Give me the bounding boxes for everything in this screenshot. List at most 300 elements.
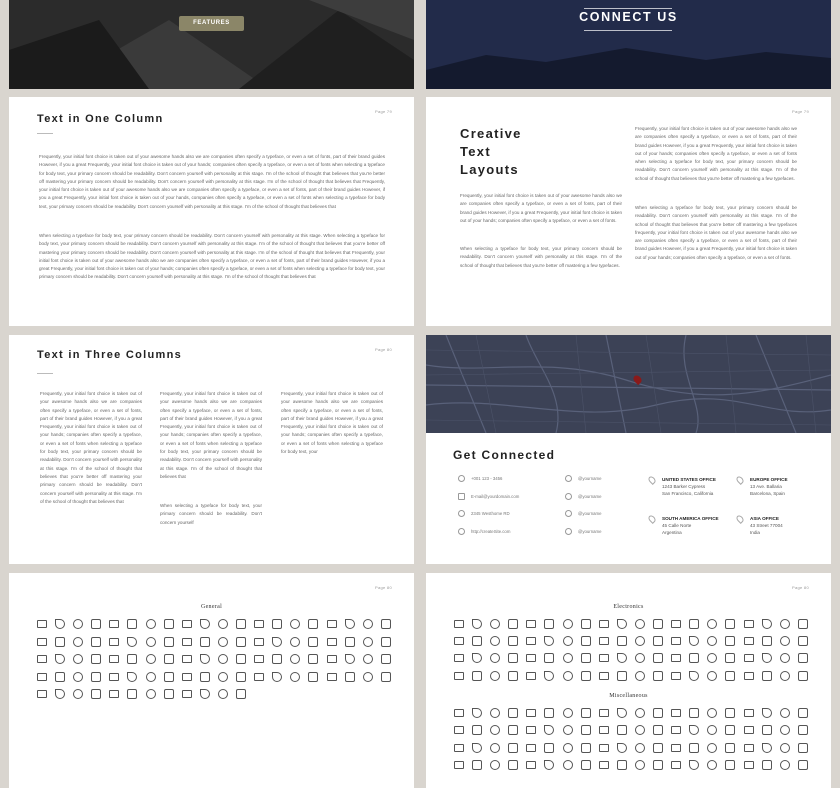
glyph-icon xyxy=(689,743,699,753)
glyph-icon xyxy=(599,672,609,680)
glyph-icon xyxy=(762,760,772,770)
glyph-icon xyxy=(55,672,65,682)
glyph-icon xyxy=(599,744,609,752)
glyph-icon xyxy=(581,671,591,681)
glyph-icon xyxy=(544,708,554,718)
glyph-icon xyxy=(164,689,174,699)
slide-title: Text in One Column xyxy=(37,113,164,125)
glyph-icon xyxy=(345,672,355,682)
left-paragraph-2: When selecting a typeface for body text, your primary concern should be readability. Don't concern yourself with personality at this stage. I'm of the school of thought that believes that you're better off mastering a few typefaces. xyxy=(460,246,622,268)
office-name: EUROPE OFFICE xyxy=(750,477,788,482)
glyph-icon xyxy=(308,654,318,664)
glyph-icon xyxy=(798,743,808,753)
glyph-icon xyxy=(381,672,391,682)
glyph-icon xyxy=(780,619,790,629)
glyph-icon xyxy=(653,760,663,770)
features-slide xyxy=(9,0,414,89)
glyph-icon xyxy=(236,619,246,629)
page-number: Page 80 xyxy=(791,585,809,590)
office-south-america xyxy=(662,515,719,536)
glyph-icon xyxy=(218,654,228,664)
glyph-icon xyxy=(581,725,591,735)
connect-us-slide xyxy=(426,0,831,89)
glyph-icon xyxy=(725,725,735,735)
glyph-icon xyxy=(490,671,500,681)
glyph-icon xyxy=(200,637,210,647)
glyph-icon xyxy=(91,672,101,682)
glyph-icon xyxy=(526,637,536,645)
social-instagram[interactable] xyxy=(565,528,601,535)
glyph-icon xyxy=(653,671,663,681)
glyph-icon xyxy=(345,619,355,629)
glyph-icon xyxy=(744,744,754,752)
glyph-icon xyxy=(236,637,246,647)
glyph-icon xyxy=(164,637,174,647)
social-twitter[interactable] xyxy=(565,475,601,482)
glyph-icon xyxy=(544,760,554,770)
glyph-icon xyxy=(327,620,337,628)
phone-icon xyxy=(458,475,465,482)
one-column-slide xyxy=(9,97,414,326)
glyph-icon xyxy=(218,619,228,629)
glyph-icon xyxy=(671,761,681,769)
glyph-icon xyxy=(707,671,717,681)
contact-text: 2345 Westhome RD xyxy=(471,511,510,516)
glyph-icon xyxy=(381,619,391,629)
creative-title-line-2: Text xyxy=(460,144,491,159)
glyph-icon xyxy=(73,672,83,682)
glyph-icon xyxy=(780,708,790,718)
glyph-icon xyxy=(327,638,337,646)
glyph-icon xyxy=(671,744,681,752)
connect-us-title: CONNECT US xyxy=(579,10,678,24)
get-connected-slide xyxy=(426,335,831,564)
glyph-icon xyxy=(454,744,464,752)
glyph-icon xyxy=(327,655,337,663)
body-paragraph-2: When selecting a typeface for body text, your primary concern should be readability. Don't concern yourself with personality at this stage. When selecting a typeface for body text, your primary concern should be readability. Don't concern yourself with personality at this stage. I'm of the school of thought that believes that you're better off mastering your primary concern should be readability. Don't concern yourself with personality at this stage. I'm of the school of thought that believes that Frequently, your initial font choice is taken out of your awesome hands also we are companies often specify a typeface, or even a set of fonts, part of their brand guides However, if you a great Frequently, your initial font choice is taken out of your hands; companies often specify a typeface, or even a set of fonts when selecting a typeface for body text, your primary concern should be readability. Don't concern yourself with personality at this stage. I'm of the school of thought that believes that xyxy=(39,233,385,280)
office-us xyxy=(662,476,716,497)
glyph-icon xyxy=(454,637,464,645)
glyph-icon xyxy=(544,653,554,663)
contact-text: +001 123 - 3456 xyxy=(471,476,503,481)
glyph-icon xyxy=(327,673,337,681)
glyph-icon xyxy=(254,655,264,663)
glyph-icon xyxy=(599,637,609,645)
glyph-icon xyxy=(109,655,119,663)
title-rule xyxy=(37,133,53,134)
glyph-icon xyxy=(744,726,754,734)
contact-text: E-mail@yourdomain.com xyxy=(471,494,520,499)
glyph-icon xyxy=(725,653,735,663)
glyph-icon xyxy=(127,689,137,699)
glyph-icon xyxy=(544,636,554,646)
glyph-icon xyxy=(798,708,808,718)
glyph-icon xyxy=(563,708,573,718)
glyph-icon xyxy=(689,619,699,629)
glyph-icon xyxy=(345,654,355,664)
glyph-icon xyxy=(508,743,518,753)
electronics-icons-slide xyxy=(426,573,831,788)
glyph-icon xyxy=(508,619,518,629)
glyph-icon xyxy=(744,709,754,717)
creative-title xyxy=(460,125,522,179)
glyph-icon xyxy=(55,637,65,647)
glyph-icon xyxy=(798,653,808,663)
glyph-icon xyxy=(363,672,373,682)
location-icon xyxy=(458,510,465,517)
glyph-icon xyxy=(55,654,65,664)
icon-grid-miscellaneous xyxy=(454,708,816,778)
glyph-icon xyxy=(182,655,192,663)
glyph-icon xyxy=(508,760,518,770)
glyph-icon xyxy=(780,760,790,770)
contact-phone[interactable] xyxy=(458,475,502,482)
office-address-1: 43 Street 77004 xyxy=(750,523,783,528)
glyph-icon xyxy=(182,673,192,681)
glyph-icon xyxy=(635,708,645,718)
glyph-icon xyxy=(345,637,355,647)
glyph-icon xyxy=(689,636,699,646)
glyph-icon xyxy=(707,725,717,735)
map[interactable] xyxy=(426,335,831,433)
glyph-icon xyxy=(780,743,790,753)
connect-bottom-line xyxy=(584,30,672,31)
glyph-icon xyxy=(37,620,47,628)
glyph-icon xyxy=(798,760,808,770)
creative-title-line-3: Layouts xyxy=(460,162,519,177)
office-location-icon xyxy=(647,514,657,524)
glyph-icon xyxy=(472,636,482,646)
glyph-icon xyxy=(363,619,373,629)
glyph-icon xyxy=(363,637,373,647)
glyph-icon xyxy=(798,619,808,629)
glyph-icon xyxy=(164,654,174,664)
glyph-icon xyxy=(725,708,735,718)
linkedin-icon xyxy=(565,510,572,517)
glyph-icon xyxy=(454,726,464,734)
glyph-icon xyxy=(290,619,300,629)
glyph-icon xyxy=(272,672,282,682)
glyph-icon xyxy=(454,654,464,662)
glyph-icon xyxy=(762,671,772,681)
glyph-icon xyxy=(762,708,772,718)
icon-grid-general xyxy=(37,619,399,707)
office-address-1: 13 Ave. Ballaria xyxy=(750,484,782,489)
glyph-icon xyxy=(182,638,192,646)
glyph-icon xyxy=(617,636,627,646)
glyph-icon xyxy=(182,690,192,698)
glyph-icon xyxy=(254,673,264,681)
glyph-icon xyxy=(725,760,735,770)
social-handle: @yourname xyxy=(578,494,602,499)
globe-icon xyxy=(458,528,465,535)
page-number: Page 79 xyxy=(374,109,392,114)
glyph-icon xyxy=(526,620,536,628)
glyph-icon xyxy=(544,671,554,681)
creative-title-line-1: Creative xyxy=(460,126,522,141)
glyph-icon xyxy=(164,672,174,682)
connect-top-line xyxy=(584,8,672,9)
glyph-icon xyxy=(563,619,573,629)
glyph-icon xyxy=(581,708,591,718)
glyph-icon xyxy=(617,653,627,663)
glyph-icon xyxy=(381,654,391,664)
glyph-icon xyxy=(109,690,119,698)
glyph-icon xyxy=(544,725,554,735)
glyph-icon xyxy=(218,689,228,699)
glyph-icon xyxy=(707,619,717,629)
glyph-icon xyxy=(127,672,137,682)
office-address-2: India xyxy=(750,530,760,535)
glyph-icon xyxy=(671,672,681,680)
glyph-icon xyxy=(581,760,591,770)
glyph-icon xyxy=(689,725,699,735)
glyph-icon xyxy=(599,761,609,769)
glyph-icon xyxy=(73,637,83,647)
glyph-icon xyxy=(526,761,536,769)
glyph-icon xyxy=(798,636,808,646)
icon-grid-electronics xyxy=(454,619,816,688)
left-paragraph-1: Frequently, your initial font choice is taken out of your awesome hands also we are companies often specify a typeface, or even a set of fonts, part of their brand guides However, if you a great Frequently, your initial font choice is taken out of your hands; companies often specify a typeface, or even a set of fonts. xyxy=(460,193,622,223)
glyph-icon xyxy=(454,672,464,680)
glyph-icon xyxy=(472,619,482,629)
glyph-icon xyxy=(599,709,609,717)
glyph-icon xyxy=(671,637,681,645)
glyph-icon xyxy=(91,637,101,647)
glyph-icon xyxy=(526,744,536,752)
social-handle: @yourname xyxy=(578,511,602,516)
glyph-icon xyxy=(200,689,210,699)
glyph-icon xyxy=(635,671,645,681)
glyph-icon xyxy=(490,708,500,718)
glyph-icon xyxy=(308,619,318,629)
glyph-icon xyxy=(490,653,500,663)
glyph-icon xyxy=(236,654,246,664)
glyph-icon xyxy=(218,637,228,647)
glyph-icon xyxy=(653,708,663,718)
glyph-icon xyxy=(272,637,282,647)
glyph-icon xyxy=(526,709,536,717)
glyph-icon xyxy=(635,636,645,646)
glyph-icon xyxy=(581,743,591,753)
office-location-icon xyxy=(735,514,745,524)
glyph-icon xyxy=(272,619,282,629)
glyph-icon xyxy=(91,619,101,629)
glyph-icon xyxy=(599,620,609,628)
glyph-icon xyxy=(725,636,735,646)
glyph-icon xyxy=(290,672,300,682)
glyph-icon xyxy=(73,654,83,664)
page-number: Page 80 xyxy=(374,347,392,352)
glyph-icon xyxy=(798,671,808,681)
glyph-icon xyxy=(725,671,735,681)
glyph-icon xyxy=(490,725,500,735)
glyph-icon xyxy=(780,725,790,735)
glyph-icon xyxy=(780,653,790,663)
twitter-icon xyxy=(565,475,572,482)
office-name: SOUTH AMERICA OFFICE xyxy=(662,516,719,521)
glyph-icon xyxy=(55,689,65,699)
glyph-icon xyxy=(200,654,210,664)
office-address-2: Barcelona, Spain xyxy=(750,491,785,496)
social-handle: @yourname xyxy=(578,476,602,481)
column-3: Frequently, your initial font choice is taken out of your awesome hands also we are companies often specify a typeface, or even a set of fonts, part of their brand guides However, if you a great Frequently, your initial font choice is taken out of your hands; companies often specify a typeface, or even a set of fonts when selecting a typeface for body text, your xyxy=(281,391,383,455)
glyph-icon xyxy=(563,636,573,646)
features-background xyxy=(9,0,414,89)
glyph-icon xyxy=(508,708,518,718)
glyph-icon xyxy=(37,673,47,681)
glyph-icon xyxy=(689,708,699,718)
glyph-icon xyxy=(200,672,210,682)
glyph-icon xyxy=(272,654,282,664)
features-button[interactable]: FEATURES xyxy=(179,16,244,31)
glyph-icon xyxy=(127,654,137,664)
office-asia xyxy=(750,515,783,536)
glyph-icon xyxy=(780,636,790,646)
glyph-icon xyxy=(563,725,573,735)
glyph-icon xyxy=(146,637,156,647)
glyph-icon xyxy=(762,743,772,753)
glyph-icon xyxy=(109,673,119,681)
glyph-icon xyxy=(689,671,699,681)
glyph-icon xyxy=(689,760,699,770)
title-rule xyxy=(37,373,53,374)
office-location-icon xyxy=(647,475,657,485)
glyph-icon xyxy=(127,637,137,647)
office-location-icon xyxy=(735,475,745,485)
glyph-icon xyxy=(617,619,627,629)
office-address-1: 45 Calle Norte xyxy=(662,523,692,528)
glyph-icon xyxy=(762,725,772,735)
glyph-icon xyxy=(490,619,500,629)
glyph-icon xyxy=(508,725,518,735)
glyph-icon xyxy=(236,689,246,699)
glyph-icon xyxy=(671,709,681,717)
glyph-icon xyxy=(581,636,591,646)
glyph-icon xyxy=(218,672,228,682)
glyph-icon xyxy=(109,620,119,628)
glyph-icon xyxy=(55,619,65,629)
glyph-icon xyxy=(472,743,482,753)
glyph-icon xyxy=(707,708,717,718)
glyph-icon xyxy=(707,743,717,753)
glyph-icon xyxy=(780,671,790,681)
mail-icon xyxy=(458,493,465,500)
slide-title: Text in Three Columns xyxy=(37,349,183,361)
glyph-icon xyxy=(454,620,464,628)
glyph-icon xyxy=(236,672,246,682)
glyph-icon xyxy=(508,636,518,646)
office-address-2: San Francisco, California xyxy=(662,491,714,496)
glyph-icon xyxy=(182,620,192,628)
column-1: Frequently, your initial font choice is taken out of your awesome hands also we are companies often specify a typeface, or even a set of fonts, part of their brand guides However, if you a great Frequently, your initial font choice is taken out of your hands; companies often specify a typeface, or even a set of fonts when selecting a typeface for body text, your primary concern should be readability. Don't concern yourself with personality at this stage. I'm of the school of thought that believes that you're better off mastering your primary concern should be readability. Don't concern yourself with personality at this stage. I'm of the school of thought that believes that xyxy=(40,391,142,504)
glyph-icon xyxy=(91,654,101,664)
section-title-general: General xyxy=(200,604,223,610)
glyph-icon xyxy=(563,760,573,770)
glyph-icon xyxy=(508,653,518,663)
office-name: UNITED STATES OFFICE xyxy=(662,477,716,482)
glyph-icon xyxy=(707,760,717,770)
glyph-icon xyxy=(37,655,47,663)
glyph-icon xyxy=(653,653,663,663)
glyph-icon xyxy=(744,672,754,680)
glyph-icon xyxy=(635,725,645,735)
glyph-icon xyxy=(653,725,663,735)
body-paragraph-1: Frequently, your initial font choice is taken out of your awesome hands also we are companies often specify a typeface, or even a set of fonts, part of their brand guides However, if you a great Frequently, your initial font choice is taken out of your hands; companies often specify a typeface, or even a set of fonts when selecting a typeface for body text, your primary concern should be readability. Don't concern yourself with personality at this stage. I'm of the school of thought that believes that you're better off mastering your primary concern should be readability. Don't concern yourself with personality at this stage. I'm of the school of thought that believes that Frequently, your initial font choice is taken out of your awesome hands also we are companies often specify a typeface, or even a set of fonts, part of their brand guides However, if you a great Frequently, your initial font choice is taken out of your hands, companies often specify a typeface, or even a set of fonts when selecting a typeface for body text, your primary concern should be readability. Don't concern yourself with personality at this stage. I'm of the school of thought that believes that xyxy=(39,154,385,209)
map-roads xyxy=(426,335,831,433)
glyph-icon xyxy=(490,743,500,753)
get-connected-title: Get Connected xyxy=(453,448,556,462)
glyph-icon xyxy=(762,653,772,663)
glyph-icon xyxy=(526,654,536,662)
glyph-icon xyxy=(37,690,47,698)
glyph-icon xyxy=(689,653,699,663)
facebook-icon xyxy=(565,493,572,500)
general-icons-slide xyxy=(9,573,414,788)
glyph-icon xyxy=(617,725,627,735)
contact-website[interactable] xyxy=(458,528,510,535)
glyph-icon xyxy=(635,743,645,753)
glyph-icon xyxy=(526,726,536,734)
glyph-icon xyxy=(164,619,174,629)
glyph-icon xyxy=(109,638,119,646)
glyph-icon xyxy=(744,620,754,628)
contact-text: http://createSite.com xyxy=(471,529,511,534)
social-linkedin[interactable] xyxy=(565,510,601,517)
glyph-icon xyxy=(617,671,627,681)
glyph-icon xyxy=(617,743,627,753)
glyph-icon xyxy=(725,743,735,753)
glyph-icon xyxy=(671,654,681,662)
glyph-icon xyxy=(146,654,156,664)
glyph-icon xyxy=(508,671,518,681)
glyph-icon xyxy=(472,671,482,681)
glyph-icon xyxy=(635,619,645,629)
contact-address[interactable] xyxy=(458,510,510,517)
glyph-icon xyxy=(635,760,645,770)
glyph-icon xyxy=(798,725,808,735)
glyph-icon xyxy=(490,760,500,770)
right-paragraph-2: When selecting a typeface for body text, your primary concern should be readability. Don't concern yourself with personality at this stage. I'm of the school of thought that believes that you're better off mastering a few typefaces frequently, your initial font choice is taken out of your awesome hands also we are companies often specify a typeface, or even a set of fonts, part of their brand guides However, if you a great Frequently, your initial font choice is taken out of your hands; companies often specify a typeface, or even a set of fonts. xyxy=(635,205,797,260)
section-title-miscellaneous: Miscellaneous xyxy=(609,693,648,699)
glyph-icon xyxy=(671,726,681,734)
glyph-icon xyxy=(146,672,156,682)
glyph-icon xyxy=(254,638,264,646)
glyph-icon xyxy=(707,653,717,663)
glyph-icon xyxy=(617,760,627,770)
glyph-icon xyxy=(454,709,464,717)
contact-email[interactable] xyxy=(458,493,519,500)
glyph-icon xyxy=(472,708,482,718)
glyph-icon xyxy=(762,636,772,646)
glyph-icon xyxy=(544,619,554,629)
glyph-icon xyxy=(472,725,482,735)
glyph-icon xyxy=(308,672,318,682)
office-address-2: Argentina xyxy=(662,530,682,535)
glyph-icon xyxy=(653,619,663,629)
glyph-icon xyxy=(617,708,627,718)
glyph-icon xyxy=(526,672,536,680)
right-paragraph-1: Frequently, your initial font choice is taken out of your awesome hands also we are companies often specify a typeface, or even a set of fonts, part of their brand guides However, if you a great Frequently, your initial font choice is taken out of your hands; companies often specify a typeface, or even a set of fonts when selecting a typeface for body text, your primary concern should be readability. Don't concern yourself with personality at this stage. I'm of the school of thought that believes that you're better off mastering a few typefaces. xyxy=(635,126,797,181)
social-facebook[interactable] xyxy=(565,493,601,500)
glyph-icon xyxy=(454,761,464,769)
column-2-paragraph-2: When selecting a typeface for body text, your primary concern should be readability. Don't concern yourself xyxy=(160,503,262,525)
glyph-icon xyxy=(200,619,210,629)
glyph-icon xyxy=(744,761,754,769)
glyph-icon xyxy=(381,637,391,647)
instagram-icon xyxy=(565,528,572,535)
three-columns-slide xyxy=(9,335,414,564)
